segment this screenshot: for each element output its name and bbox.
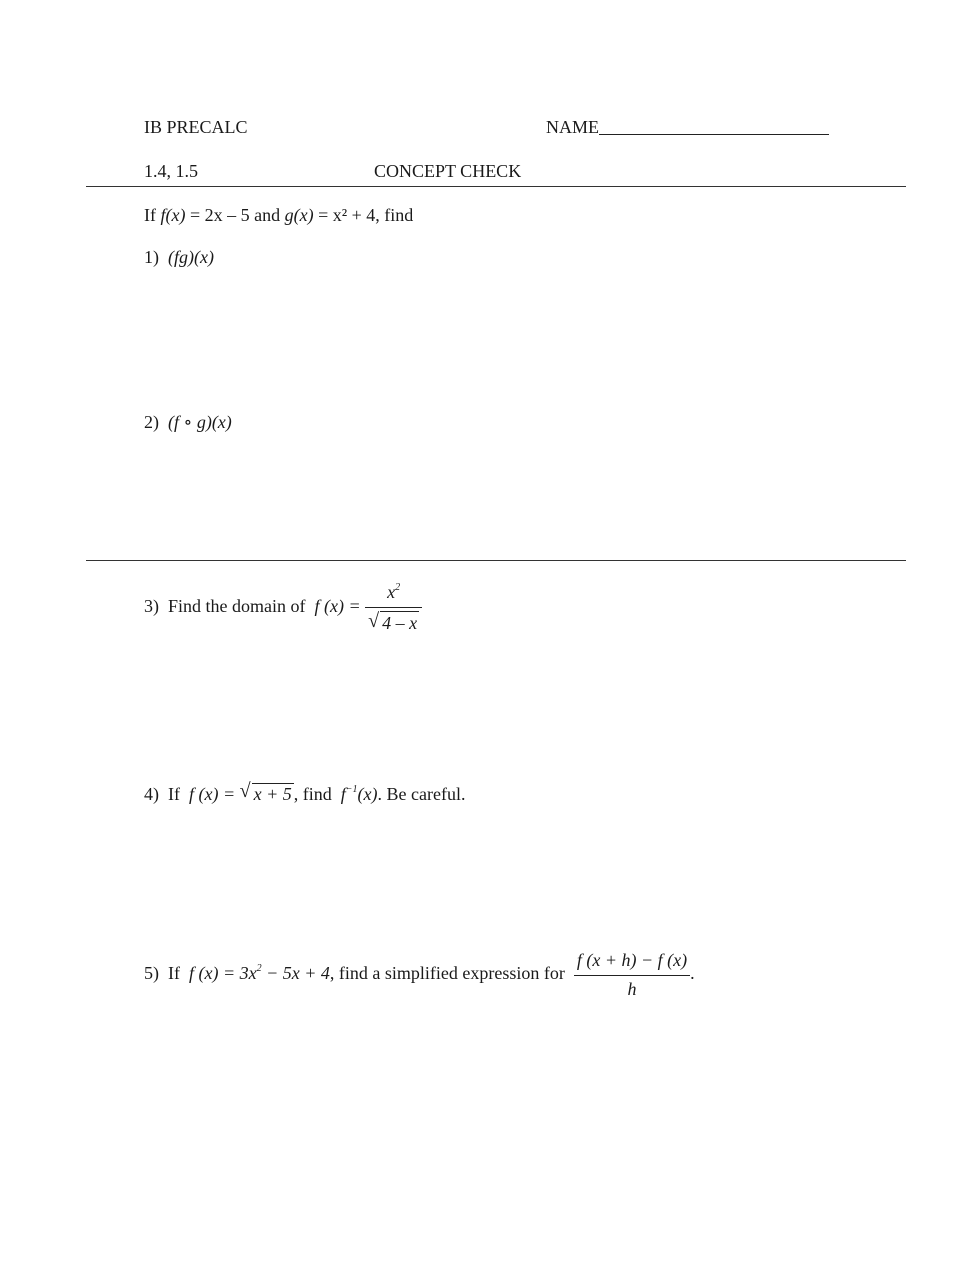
q3-fraction [365, 582, 422, 634]
q4-find: , find [293, 784, 332, 804]
question-1 [144, 248, 214, 266]
q4-sqrt: √ x + 5 [239, 780, 292, 804]
q5-numerator: f (x + h) − f (x) [576, 950, 688, 970]
q4-tail: . Be careful. [377, 784, 466, 804]
sqrt-icon: √ [239, 780, 251, 802]
name-label: NAME [546, 117, 599, 137]
question-5 [144, 950, 695, 1000]
intro-f-def: = 2x – 5 and [185, 205, 285, 225]
intro-f: f(x) [160, 205, 186, 225]
q5-function: f $(x) = 3x^2 - 5x + 4$ [189, 963, 330, 984]
q5-denominator: h [574, 975, 690, 1001]
intro-g: g(x) [284, 205, 314, 225]
q5-text: , find a simplified expression for [329, 963, 565, 984]
q5-if: If [168, 963, 180, 984]
section-divider [86, 560, 906, 561]
question-2 [144, 413, 232, 431]
name-blank [599, 118, 829, 135]
intro-g-def: = x² + 4, find [313, 205, 414, 225]
q3-text: Find the domain of [168, 596, 306, 617]
q2-expression: (f ∘ g)(x) [168, 412, 232, 432]
question-3 [144, 582, 422, 634]
course-title: IB PRECALC [144, 117, 248, 137]
intro-line [144, 206, 413, 224]
q4-number: 4) [144, 784, 159, 804]
q1-number: 1) [144, 247, 159, 267]
q4-if: If [168, 784, 180, 804]
q3-sqrt: √ 4 – x [368, 609, 418, 633]
q5-tail: . [690, 963, 695, 984]
worksheet-title: CONCEPT CHECK [374, 161, 522, 181]
q4-lhs: f (x) = [189, 784, 236, 804]
sections-label: 1.4, 1.5 [144, 161, 198, 181]
q3-lhs: f (x) = [314, 596, 361, 617]
q5-number: 5) [144, 963, 159, 984]
q4-inverse: $f^{-1}(x)$ [340, 784, 378, 804]
q3-numerator: $x^2$ [387, 582, 401, 602]
intro-prefix: If [144, 205, 161, 225]
header-divider [86, 186, 906, 187]
sqrt-icon: √ [368, 609, 380, 632]
question-4 [144, 780, 466, 804]
name-field [546, 118, 829, 136]
q1-expression: (fg)(x) [168, 247, 214, 267]
q5-difference-quotient [574, 950, 690, 1000]
q2-number: 2) [144, 412, 159, 432]
q3-denominator [365, 607, 422, 635]
q3-number: 3) [144, 596, 159, 617]
